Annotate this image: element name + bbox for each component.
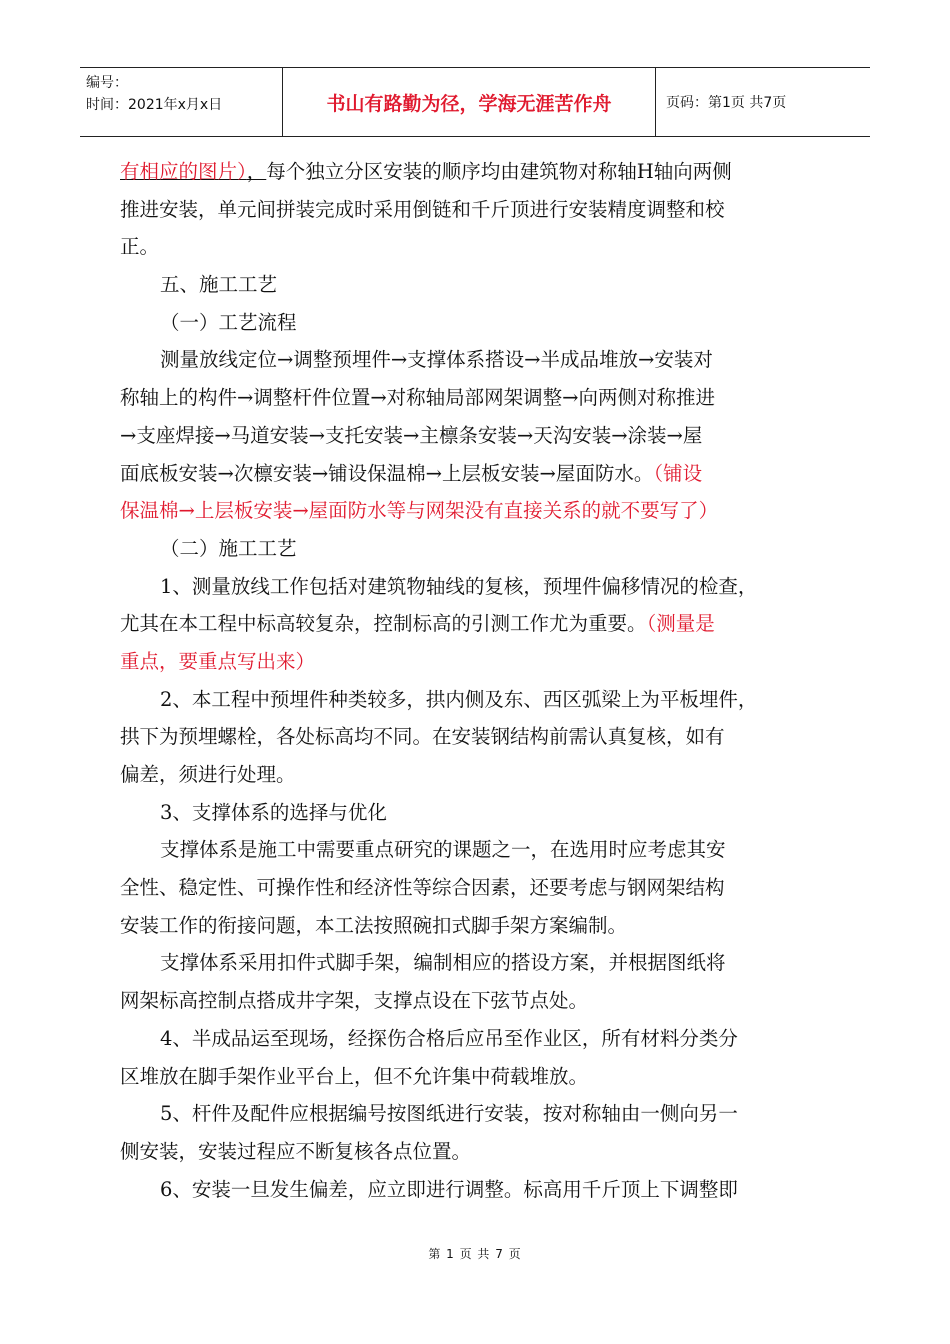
paragraph-line [120, 455, 832, 493]
document-header [80, 67, 870, 137]
paragraph-line: 拱下为预埋螺栓，各处标高均不同。在安装钢结构前需认真复核，如有 [120, 725, 725, 749]
page-footer: 第 1 页 共 7 页 [428, 1247, 522, 1261]
paragraph-line: 1、测量放线工作包括对建筑物轴线的复核，预埋件偏移情况的检查， [160, 574, 758, 598]
paragraph-line: 安装工作的衔接问题，本工法按照碗扣式脚手架方案编制。 [120, 913, 628, 937]
document-body [120, 153, 832, 1208]
editor-comment: 有相应的图片） [120, 160, 247, 183]
underlined-comma: ， [246, 160, 267, 183]
header-meta-cell [80, 68, 283, 136]
paragraph-line: 全性、稳定性、可操作性和经济性等综合因素，还要考虑与钢网架结构 [120, 876, 725, 900]
document-number-label: 编号： [86, 75, 128, 91]
body-text: 每个独立分区安装的顺序均由建筑物对称轴H轴向两侧 [266, 160, 732, 183]
paragraph-line: 偏差，须进行处理。 [120, 763, 296, 786]
document-time-label: 时间：2021年x月x日 [86, 97, 223, 113]
body-text: 尤其在本工程中标高较复杂，控制标高的引测工作尤为重要。 [120, 612, 647, 636]
paragraph-line: 测量放线定位→调整预埋件→支撑体系搭设→半成品堆放→安装对 [160, 348, 713, 372]
paragraph-line: 支撑体系采用扣件式脚手架，编制相应的搭设方案，并根据图纸将 [160, 951, 726, 975]
editor-comment: 重点，要重点写出来） [120, 649, 316, 673]
subsection-heading: （二）施工工艺 [160, 536, 297, 560]
header-page-label: 页码：第1页 共7页 [666, 95, 787, 111]
paragraph-line: 称轴上的构件→调整杆件位置→对称轴局部网架调整→向两侧对称推进 [120, 386, 716, 410]
paragraph-line: 5、杆件及配件应根据编号按图纸进行安装，按对称轴由一侧向另一 [160, 1102, 738, 1126]
paragraph-line [120, 605, 832, 643]
paragraph-line: 6、安装一旦发生偏差，应立即进行调整。标高用千斤顶上下调整即 [160, 1177, 738, 1201]
paragraph-line: 4、半成品运至现场，经探伤合格后应吊至作业区，所有材料分类分 [160, 1026, 738, 1050]
paragraph-line: 2、本工程中预埋件种类较多，拱内侧及东、西区弧梁上为平板埋件， [160, 687, 758, 711]
body-text: 面底板安装→次檩安装→铺设保温棉→上层板安装→屋面防水。 [120, 461, 654, 485]
paragraph-line: 支撑体系是施工中需要重点研究的课题之一，在选用时应考虑其安 [160, 838, 726, 862]
paragraph-line [120, 153, 832, 191]
subsection-heading: （一）工艺流程 [160, 310, 297, 334]
paragraph-line: 区堆放在脚手架作业平台上，但不允许集中荷载堆放。 [120, 1064, 589, 1088]
section-heading: 五、施工工艺 [160, 273, 278, 297]
paragraph-line: 推进安装，单元间拼装完成时采用倒链和千斤顶进行安装精度调整和校 [120, 197, 725, 221]
editor-comment: （测量是 [646, 612, 715, 636]
paragraph-line: 3、支撑体系的选择与优化 [160, 800, 387, 824]
header-motto: 书山有路勤为径，学海无涯苦作舟 [283, 68, 656, 136]
editor-comment: （铺设 [653, 461, 703, 485]
paragraph-line: 正。 [120, 235, 160, 259]
paragraph-line: →支座焊接→马道安装→支托安装→主檩条安装→天沟安装→涂装→屋 [120, 423, 703, 447]
paragraph-line: 网架标高控制点搭成井字架，支撑点设在下弦节点处。 [120, 989, 589, 1013]
paragraph-line: 侧安装，安装过程应不断复核各点位置。 [120, 1139, 472, 1163]
editor-comment: 保温棉→上层板安装→屋面防水等与网架没有直接关系的就不要写了） [120, 499, 719, 523]
